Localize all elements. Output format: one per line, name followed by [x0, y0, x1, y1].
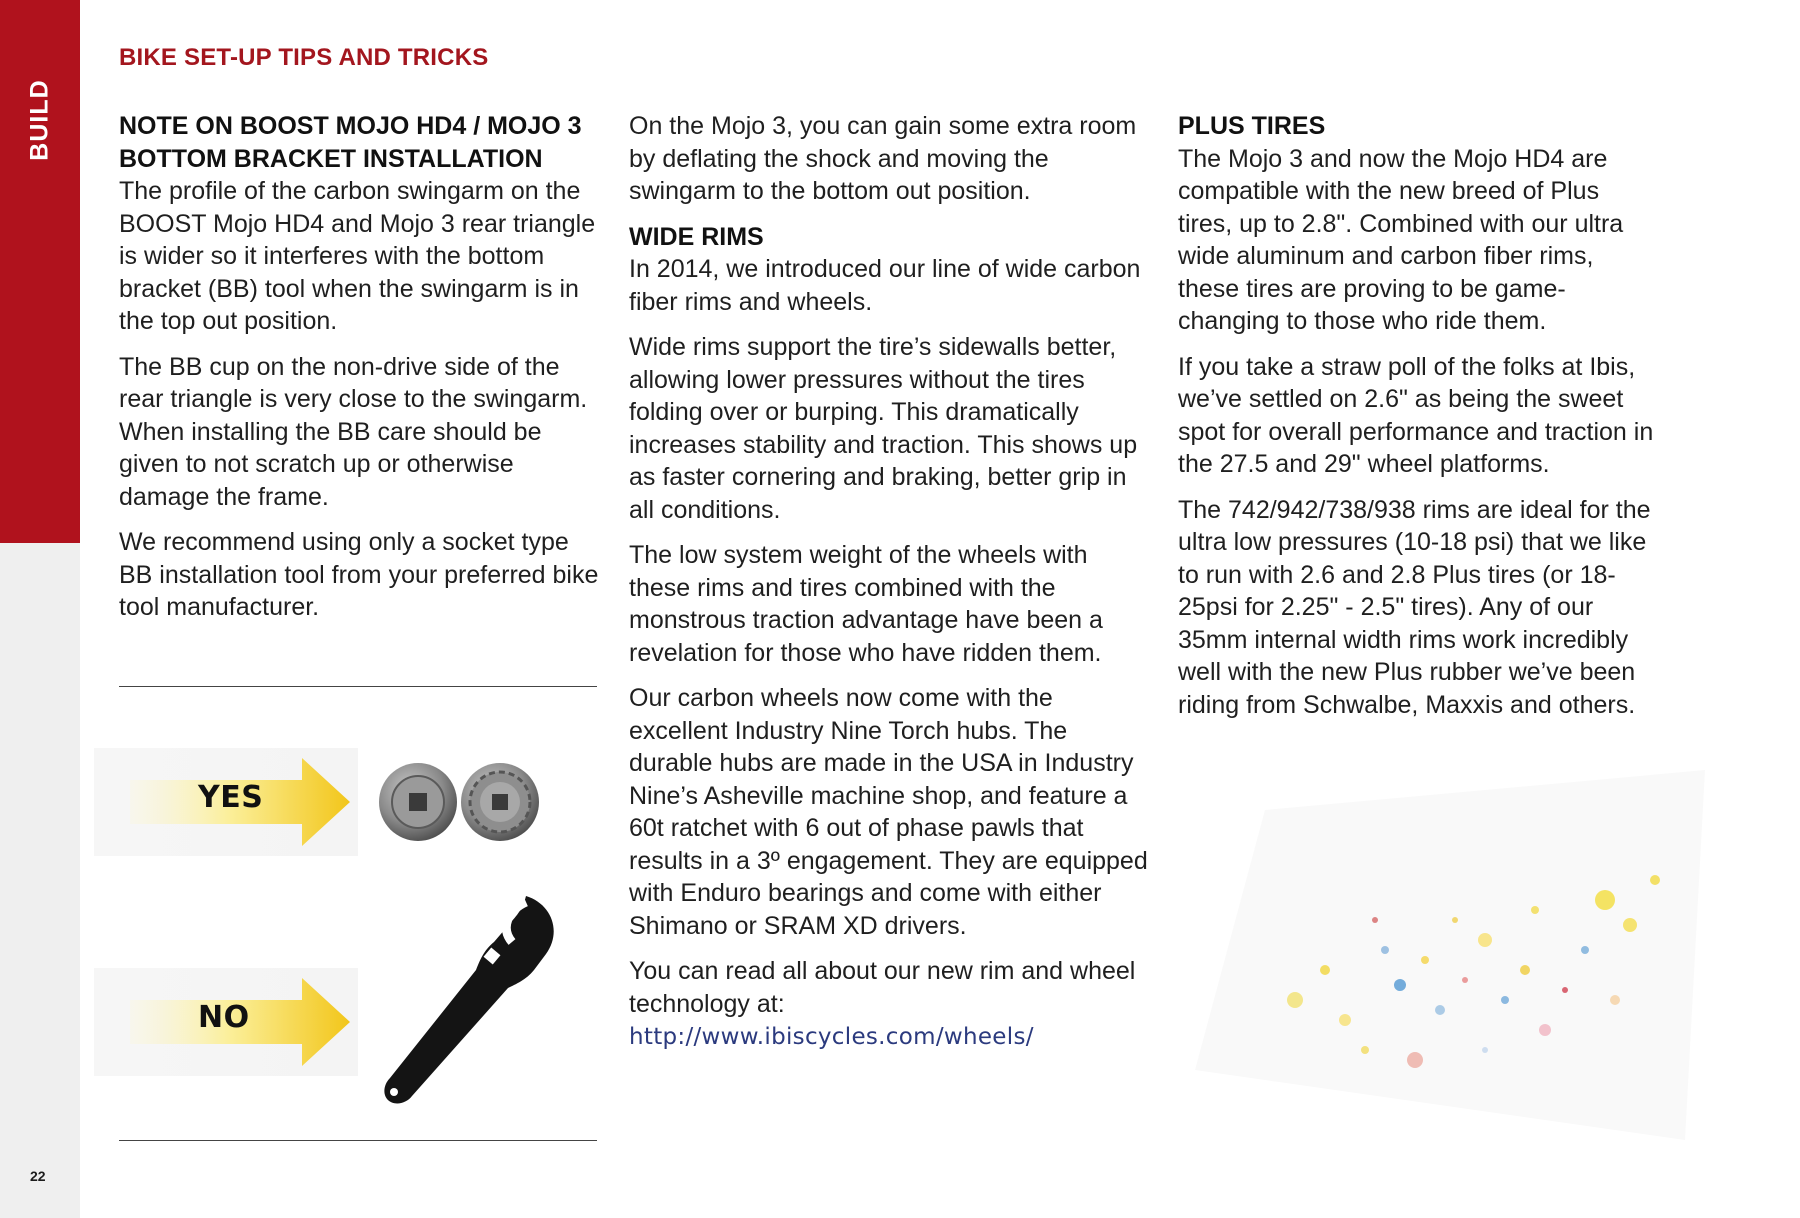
mojo3-paragraph: On the Mojo 3, you can gain some extra room by deflating the shock and moving the swingarm to the bottom out position. — [629, 112, 1137, 205]
wide-rims-paragraph-3: The low system weight of the wheels with these rims and tires combined with the monstrous traction advantage have been a revelation for those who have ridden them. — [629, 541, 1103, 667]
column-plus-tires — [1178, 110, 1658, 734]
bb-note-title-line2: BOTTOM BRACKET INSTALLATION — [119, 144, 543, 173]
wide-rims-paragraph-4: Our carbon wheels now come with the excellent Industry Nine Torch hubs. The durable hubs are made in the USA in Industry Nine’s Asheville machine shop, and feature a 60t ratchet with 6 out of phase pawls that results in a 3º engagement. They are equipped with Enduro bearings and come with either Shimano or SRAM XD drivers. — [629, 684, 1148, 940]
paint-splatter-decoration — [1185, 770, 1705, 1140]
section-label: BUILD — [25, 79, 54, 161]
plus-tires-paragraph-2: If you take a straw poll of the folks at Ibis, we’ve settled on 2.6" as being the sweet spot for overall performance and traction in the 27.5 and 29" wheel platforms. — [1178, 352, 1654, 478]
no-label: NO — [198, 1000, 250, 1035]
wide-rims-paragraph-1: In 2014, we introduced our line of wide carbon fiber rims and wheels. — [629, 255, 1141, 316]
divider-bottom — [119, 1140, 597, 1141]
plus-tires-paragraph-1: The Mojo 3 and now the Mojo HD4 are compatible with the new breed of Plus tires, up to 2.8". Combined with our ultra wide aluminum and carbon fiber rims, these tires are proving to be game-changing to those who ride them. — [1178, 144, 1624, 335]
page-number: 22 — [30, 1168, 46, 1184]
plus-tires-paragraph-3: The 742/942/738/938 rims are ideal for the ultra low pressures (10-18 psi) that we like to run with 2.6 and 2.8 Plus tires (or 18-25psi for 2.25" - 2.5" tires). Any of our 35mm internal width rims work incredibly well with the new Plus rubber we’ve been riding from Schwalbe, Maxxis and others. — [1178, 495, 1651, 719]
wheels-link[interactable]: http://www.ibiscycles.com/wheels/ — [629, 1024, 1034, 1050]
wide-rims-paragraph-5 — [629, 955, 1149, 1054]
column-wide-rims — [629, 110, 1149, 1067]
page-heading: BIKE SET-UP TIPS AND TRICKS — [119, 44, 489, 71]
bb-paragraph-1: The profile of the carbon swingarm on the BOOST Mojo HD4 and Mojo 3 rear triangle is wider so it interferes with the bottom bracket (BB) tool when the swingarm is in the top out position. — [119, 177, 596, 335]
bb-note-title — [119, 110, 607, 175]
wide-rims-title: WIDE RIMS — [629, 222, 764, 251]
bb-paragraph-3: We recommend using only a socket type BB installation tool from your preferred bike tool manufacturer. — [119, 528, 599, 621]
section-tab — [0, 0, 80, 543]
plus-tires-title: PLUS TIRES — [1178, 112, 1326, 140]
bb-paragraph-2: The BB cup on the non-drive side of the rear triangle is very close to the swingarm. When installing the BB care should be given to not scratch up or otherwise damage the frame. — [119, 352, 588, 511]
wide-rims-paragraph-2: Wide rims support the tire’s sidewalls better, allowing lower pressures without the tires folding over or burping. This dramatically increases stability and traction. This shows up as faster cornering and braking, better grip in all conditions. — [629, 333, 1138, 524]
yes-panel — [94, 748, 358, 856]
wheels-intro-text: You can read all about our new rim and wheel technology at: — [629, 957, 1136, 1018]
column-bb-installation — [119, 110, 607, 637]
divider-top — [119, 686, 597, 687]
spanner-bb-tool-icon — [376, 888, 556, 1113]
yes-label: YES — [198, 780, 264, 815]
bb-note-title-line1: NOTE ON BOOST MOJO HD4 / MOJO 3 — [119, 112, 582, 140]
no-panel — [94, 968, 358, 1076]
socket-bb-tool-icon — [376, 760, 541, 844]
